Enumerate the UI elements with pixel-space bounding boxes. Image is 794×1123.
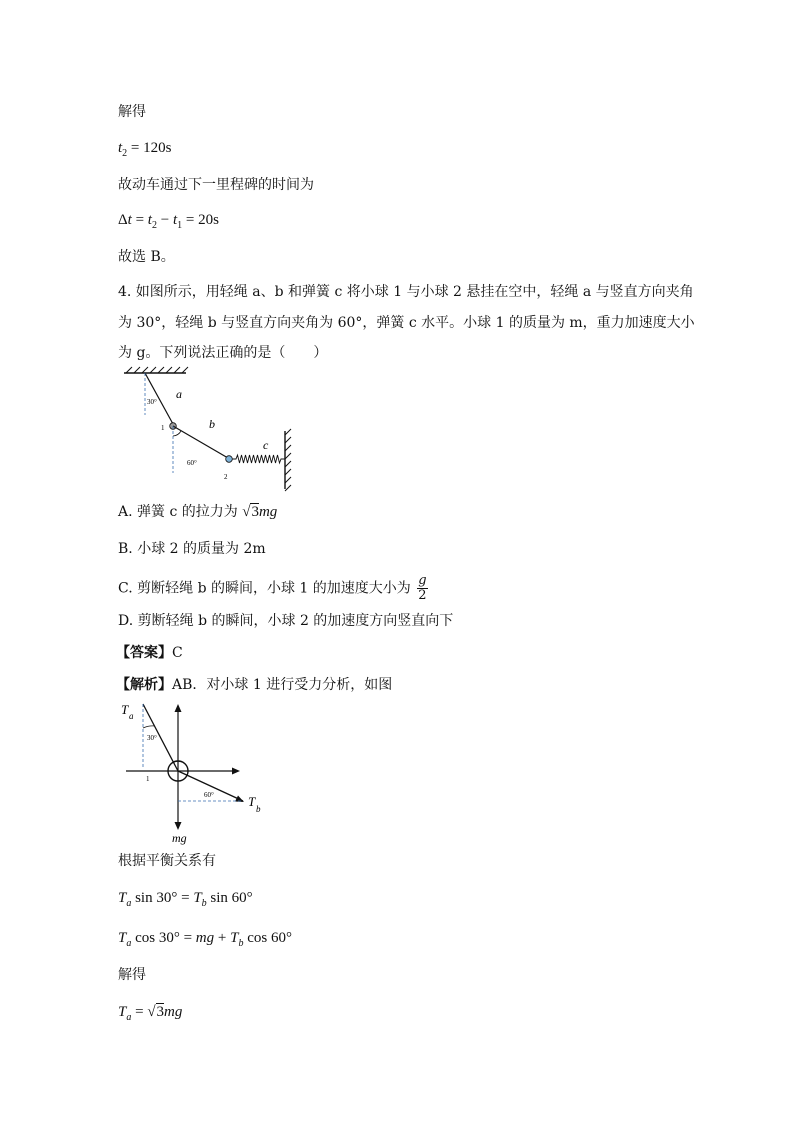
cos-60-term: cos 60° (243, 930, 292, 946)
sqrt-symbol: √ (147, 1004, 156, 1020)
x-axis-arrow-icon (232, 768, 240, 775)
option-a (118, 502, 277, 522)
option-a-text: A. 弹簧 c 的拉力为 (118, 504, 243, 520)
delta-t-result: = 20s (182, 212, 219, 228)
mg-term: mg (258, 504, 278, 520)
ball-2 (226, 456, 233, 463)
delta-symbol: Δ (118, 212, 128, 228)
balance-label: 根据平衡关系有 (118, 853, 216, 869)
tb-symbol: T (230, 930, 239, 946)
solve-label-1: 解得 (118, 104, 146, 120)
ta-subscript: a (126, 898, 132, 909)
angle-30-label: 30° (147, 398, 157, 406)
minus-sign: − (156, 212, 173, 228)
t2-value: = 120s (127, 140, 172, 156)
equation-cos-balance (118, 928, 292, 954)
analysis-tag: 【解析】 (116, 677, 172, 693)
ball-2-label: 2 (224, 473, 228, 481)
question-figure (118, 365, 298, 493)
ceiling-hatch (126, 367, 188, 373)
tb-subscript: b (201, 898, 207, 909)
question-line-3: 为 g。下列说法正确的是（ ） (118, 345, 328, 361)
equals-sign: = (131, 1004, 148, 1020)
tb-subscript: b (256, 804, 261, 814)
option-c-text: C. 剪断轻绳 b 的瞬间，小球 1 的加速度大小为 (118, 580, 416, 597)
fraction-g-over-2 (417, 574, 427, 603)
ta-label: T (121, 702, 129, 717)
angle-30-arc (143, 726, 155, 728)
fraction-numerator: g (418, 573, 427, 588)
equation-t2 (118, 138, 171, 164)
angle-60-label: 60° (204, 791, 214, 799)
cos-30-term: cos 30° = (131, 930, 196, 946)
pass-time-text: 故动车通过下一里程碑的时间为 (118, 177, 314, 193)
ta-subscript: a (129, 711, 134, 721)
tb-symbol: T (193, 890, 202, 906)
t1-term-subscript: 1 (177, 220, 183, 231)
solve-label-2: 解得 (118, 967, 146, 983)
force-diagram (118, 698, 278, 848)
t1-term: t (172, 212, 178, 228)
ball-1-label: 1 (146, 775, 150, 783)
radicand: 3 (251, 504, 259, 520)
rope-b-label: b (209, 417, 215, 431)
answer-line (116, 643, 183, 663)
ta-symbol: T (118, 890, 127, 906)
ta-subscript: a (126, 938, 132, 949)
question-line-1: 4. 如图所示，用轻绳 a、b 和弹簧 c 将小球 1 与小球 2 悬挂在空中，轻绳 a 与竖直方向夹角 (118, 284, 694, 300)
spring-c-label: c (263, 438, 269, 452)
wall-hatch (285, 429, 291, 491)
answer-value: C (172, 645, 183, 661)
option-b: B. 小球 2 的质量为 2m (118, 541, 266, 557)
plus-sign: + (214, 930, 231, 946)
equals-sign: = (131, 212, 148, 228)
question-line-2: 为 30°，轻绳 b 与竖直方向夹角为 60°，弹簧 c 水平。小球 1 的质量为 m，重力加速度大小 (118, 315, 695, 331)
sin-30-term: sin 30° = (131, 890, 194, 906)
rope-a-label: a (176, 387, 182, 401)
equation-sin-balance (118, 888, 253, 914)
angle-30-label: 30° (147, 734, 157, 742)
fraction-denominator: 2 (418, 588, 427, 603)
t2-term: t (147, 212, 152, 228)
radicand: 3 (156, 1004, 165, 1020)
angle-60-arc (173, 431, 181, 436)
option-c (118, 574, 428, 603)
t2-subscript: 2 (122, 148, 128, 159)
equation-delta-t (118, 210, 219, 236)
ta-subscript: a (126, 1012, 132, 1023)
sqrt-3-mg (242, 502, 277, 522)
mg-term: mg (195, 930, 215, 946)
analysis-text: AB．对小球 1 进行受力分析，如图 (172, 677, 393, 693)
sqrt-3-mg (147, 1002, 182, 1022)
answer-tag: 【答案】 (116, 645, 172, 661)
equation-ta-result (118, 1002, 182, 1028)
mg-arrow-icon (175, 822, 182, 830)
option-d: D. 剪断轻绳 b 的瞬间，小球 2 的加速度方向竖直向下 (118, 613, 454, 629)
sqrt-symbol: √ (242, 504, 251, 520)
y-axis-arrow-icon (175, 704, 182, 712)
t2-symbol: t (118, 140, 123, 156)
rope-b (173, 426, 228, 458)
ta-symbol: T (118, 1004, 127, 1020)
mg-term: mg (164, 1004, 183, 1020)
delta-t-symbol: t (127, 212, 132, 228)
tb-label: T (248, 794, 256, 809)
ta-symbol: T (118, 930, 127, 946)
t2-term-subscript: 2 (151, 220, 157, 231)
spring-c (232, 455, 285, 463)
answer-b-line: 故选 B。 (118, 249, 175, 265)
tb-subscript: b (238, 938, 244, 949)
sin-60-term: sin 60° (206, 890, 253, 906)
angle-60-label: 60° (187, 459, 197, 467)
analysis-line (116, 675, 392, 695)
mg-label: mg (172, 831, 187, 845)
ball-1-label: 1 (161, 424, 165, 432)
